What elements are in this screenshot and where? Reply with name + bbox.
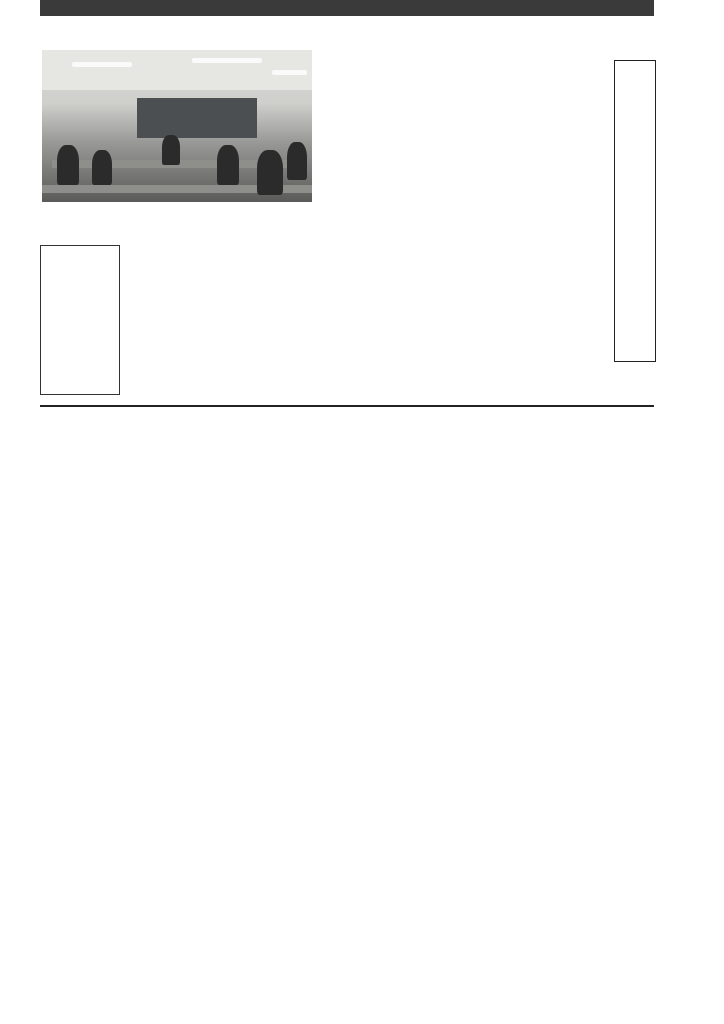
roster-text bbox=[40, 430, 585, 990]
section-divider bbox=[40, 405, 654, 407]
header-bar bbox=[40, 0, 654, 16]
roster-title bbox=[590, 430, 665, 990]
page-number bbox=[355, 1001, 375, 1015]
agenda-list bbox=[130, 245, 355, 395]
section-title bbox=[616, 62, 652, 358]
notice-text bbox=[44, 252, 114, 387]
report-text-top bbox=[330, 50, 610, 200]
meeting-photo bbox=[42, 50, 312, 202]
